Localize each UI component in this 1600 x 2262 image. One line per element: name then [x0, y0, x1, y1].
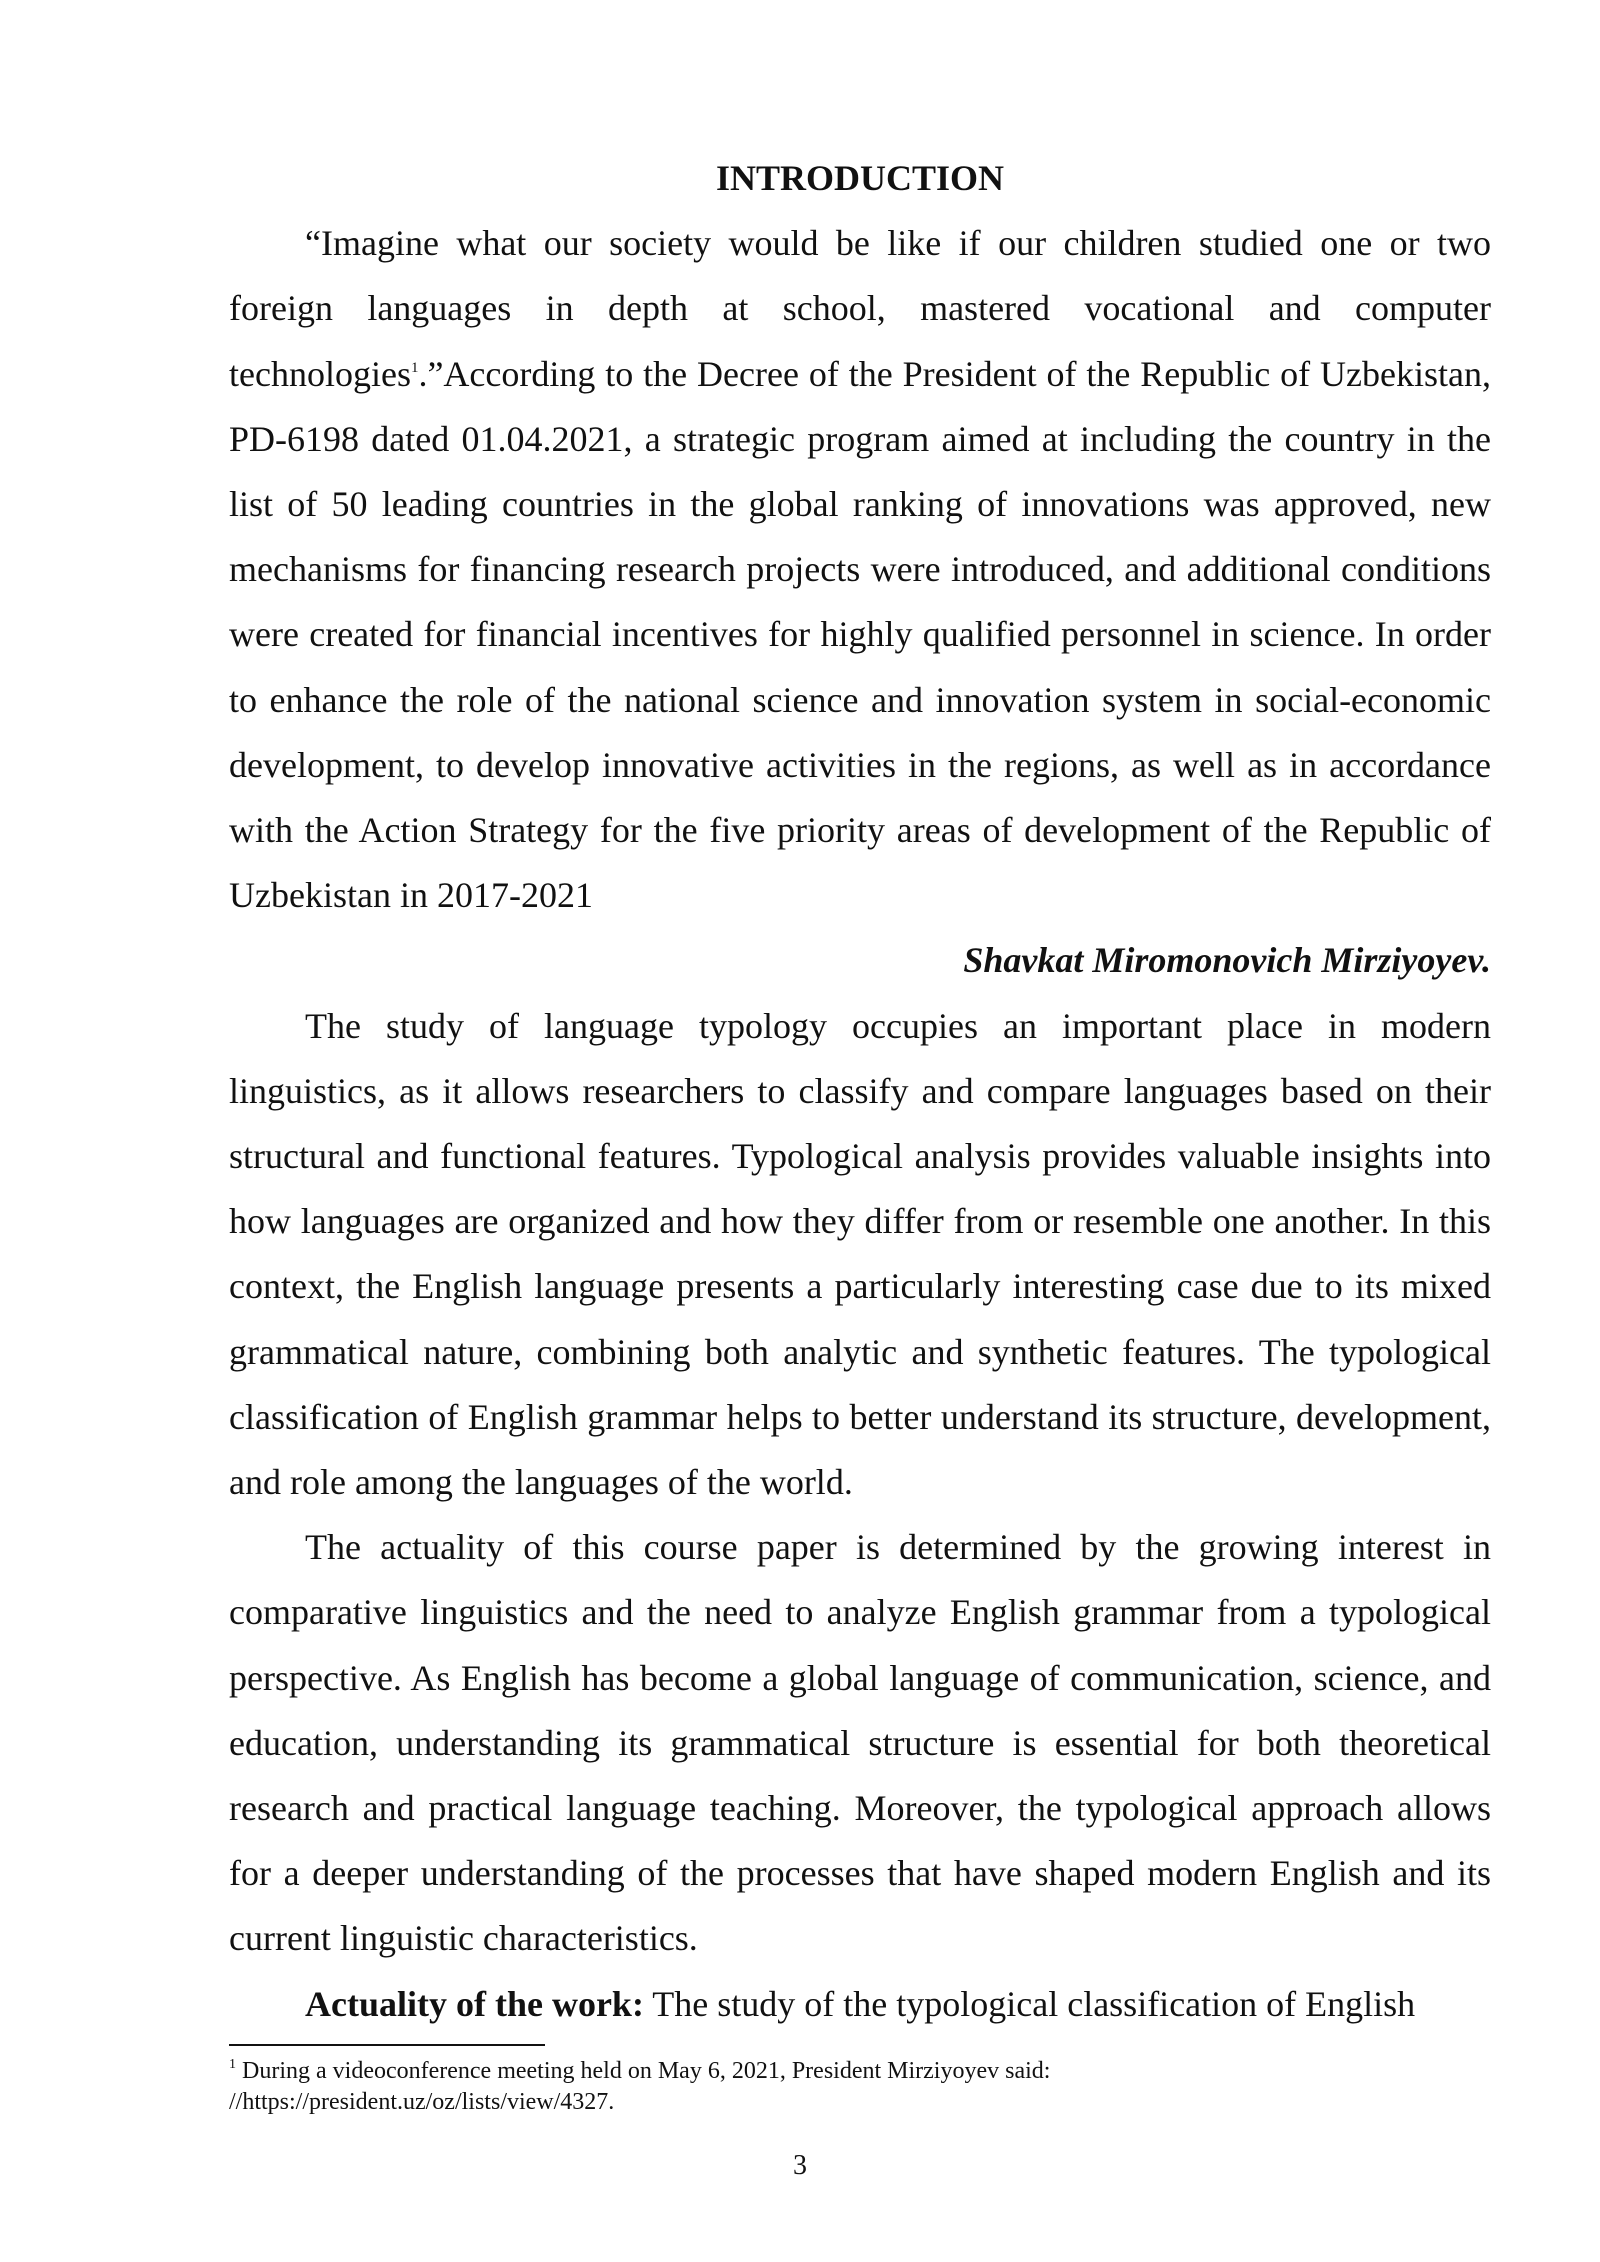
paragraph-actuality-course: The actuality of this course paper is determined by the growing interest in comparative linguistics and the need to analyze English grammar from a typological perspective. As English has become a global language of communication, science, and education, understanding its grammatical structure is essential for both theoretical research and practical language teaching. Moreover, the typological approach allows for a deeper understanding of the processes that have shaped modern English and its current linguistic characteristics. — [229, 1527, 1491, 1959]
footnote-text: During a videoconference meeting held on May 6, 2021, President Mirziyoyev said: — [236, 2058, 1051, 2084]
paragraph-typology: The study of language typology occupies an important place in modern linguistics, as it allows researchers to classify and compare languages based on their structural and functional features. Typological analysis provides valuable insights into how languages are organized and how they differ from or resemble one another. In this context, the English language presents a particularly interesting case due to its mixed grammatical nature, combining both analytic and synthetic features. The typological classification of English grammar helps to better understand its structure, development, and role among the languages of the world. — [229, 1005, 1491, 1503]
footnote — [229, 2056, 1491, 2118]
footnote-line-1 — [229, 2056, 1491, 2087]
paragraph-actuality-work — [229, 1972, 1491, 2037]
section-heading: INTRODUCTION — [715, 158, 1005, 198]
paragraph-quote — [229, 211, 1491, 928]
paragraph-actuality-work-text: The study of the typological classification of English — [643, 1983, 1416, 2024]
footnote-reference[interactable]: 1 — [410, 359, 419, 376]
paragraph-quote-text-b: .”According to the Decree of the President of the Republic of Uzbekistan, PD-6198 dated 01.04.2021, a strategic program aimed at including the country in the list of 50 leading countries in the global ranking of innovations was approved, new mechanisms for financing research projects were introduced, and additional conditions were created for financial incentives for highly qualified personnel in science. In order to enhance the role of the national science and innovation system in social-economic development, to develop innovative activities in the regions, as well as in accordance with the Action Strategy for the five priority areas of development of the Republic of Uzbekistan in 2017-2021 — [229, 353, 1491, 916]
quote-attribution: Shavkat Miromonovich Mirziyoyev. — [963, 940, 1491, 981]
page-number: 3 — [793, 2150, 807, 2181]
paragraph-lead: Actuality of the work: — [305, 1983, 644, 2024]
footnote-separator — [229, 2044, 545, 2046]
page-body — [229, 146, 1491, 2037]
footnote-link[interactable]: //https://president.uz/oz/lists/view/4327. — [229, 2089, 615, 2115]
footnote-number: 1 — [229, 2057, 236, 2072]
paragraph-quote-text-a: “Imagine what our society would be like if our children studied one or two foreign languages in depth at school, mastered vocational and computer technologies — [229, 223, 1491, 394]
